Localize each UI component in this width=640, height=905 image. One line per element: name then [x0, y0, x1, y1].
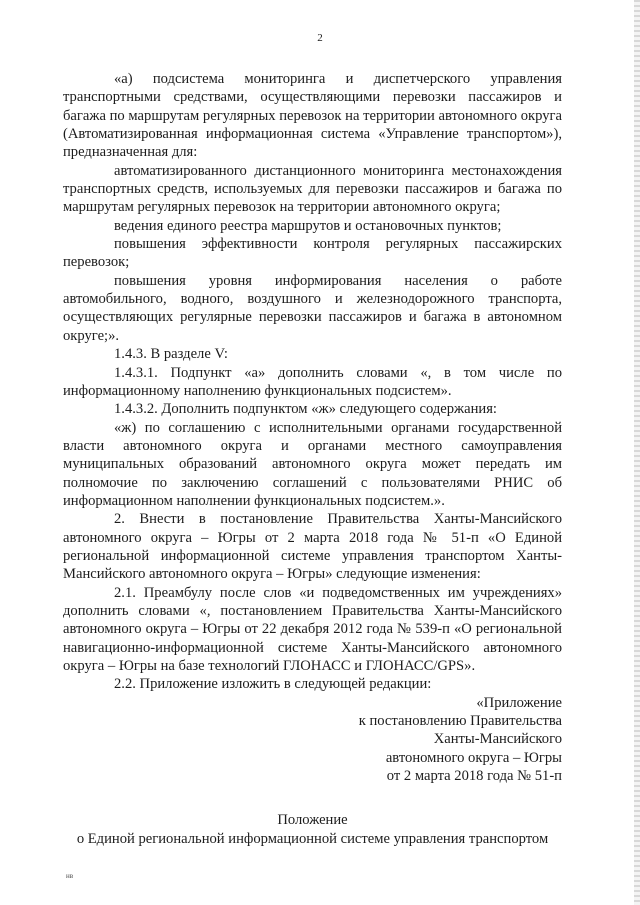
- document-subtitle: о Единой региональной информационной системе управления транспортом: [76, 830, 549, 847]
- footer-mark: нв: [66, 872, 74, 880]
- document-body: [63, 70, 562, 848]
- appendix-signoff: [63, 694, 562, 786]
- signoff-line: от 2 марта 2018 года № 51-п: [386, 768, 562, 785]
- paragraph-1-4-3-1: 1.4.3.1. Подпункт «а» дополнить словами «, в том числе по информационному наполнению функциональных подсистем».: [63, 364, 562, 399]
- document-title: Положение: [277, 812, 348, 829]
- paragraph-monitoring: автоматизированного дистанционного мониторинга местонахождения транспортных средств, используемых для перевозки пассажиров и багажа по маршрутам регулярных перевозок на территории автономного округа;: [63, 162, 562, 216]
- paragraph-1-4-3-2: 1.4.3.2. Дополнить подпунктом «ж» следующего содержания:: [114, 401, 497, 418]
- paragraph-2: 2. Внести в постановление Правительства Ханты-Мансийского автономного округа – Югры от 2 марта 2018 года № 51-п «О Единой региональной информационной системе управления транспортом Ханты-Мансийского автономного округа – Югры» следующие изменения:: [63, 511, 562, 583]
- paragraph-2-2: 2.2. Приложение изложить в следующей редакции:: [114, 676, 432, 693]
- signoff-line: к постановлению Правительства: [358, 713, 562, 730]
- page-scan-edge: [634, 0, 640, 905]
- paragraph-informing: повышения уровня информирования населения о работе автомобильного, водного, воздушного и железнодорожного транспорта, осуществляющих регулярные перевозки пассажиров и багажа в автономном округе;».: [63, 272, 562, 344]
- spacer: [63, 785, 562, 811]
- paragraph-subsystem-a: «а) подсистема мониторинга и диспетчерского управления транспортными средствами, осуществляющими перевозки пассажиров и багажа по маршрутам регулярных перевозок на территории автономного округа (Автоматизированная информационная система «Управление транспортом»), предназначенная для:: [63, 71, 562, 161]
- paragraph-control: повышения эффективности контроля регулярных пассажирских перевозок;: [63, 236, 562, 271]
- paragraph-subsection-zh: «ж) по соглашению с исполнительными органами государственной власти автономного округа и органами местного самоуправления муниципальных образований автономного округа может передать им полномочие по заключению соглашений с пользователями РНИС об информационном наполнении функциональных подсистем.».: [63, 419, 562, 509]
- page-number: 2: [317, 32, 323, 44]
- signoff-line: «Приложение: [476, 694, 562, 711]
- signoff-line: автономного округа – Югры: [385, 749, 562, 766]
- paragraph-registry: ведения единого реестра маршрутов и остановочных пунктов;: [114, 217, 502, 234]
- paragraph-2-1: 2.1. Преамбулу после слов «и подведомственных им учреждениях» дополнить словами «, постановлением Правительства Ханты-Мансийского автономного округа – Югры от 22 декабря 2012 года № 539-п «О региональной навигационно-информационной системе Ханты-Мансийского автономного округа – Югры на базе технологий ГЛОНАСС и ГЛОНАСС/GPS».: [63, 584, 562, 674]
- paragraph-1-4-3: 1.4.3. В разделе V:: [114, 346, 228, 363]
- signoff-line: Ханты-Мансийского: [433, 731, 562, 748]
